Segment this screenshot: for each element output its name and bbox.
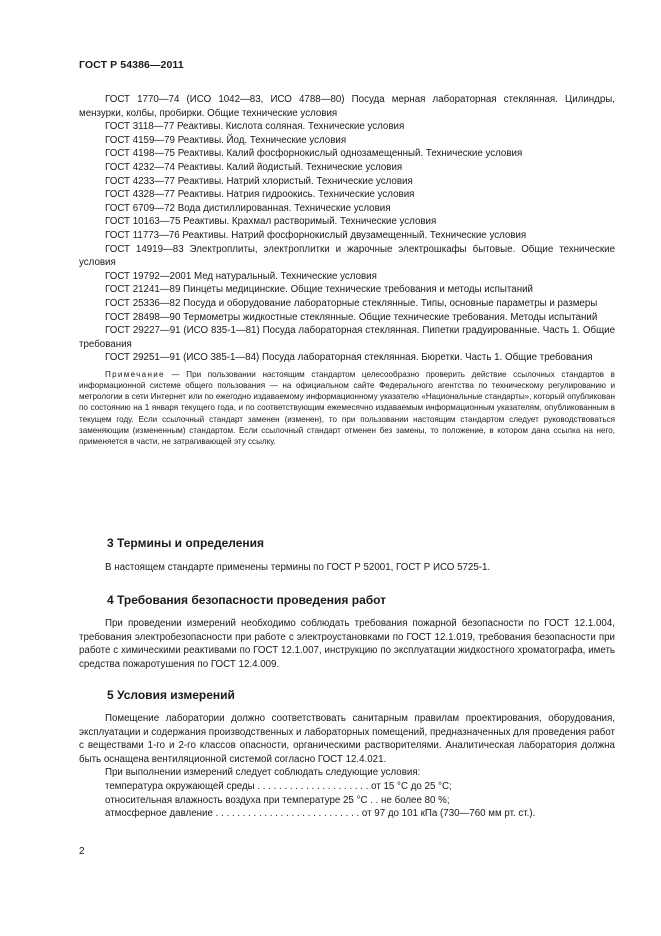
reference-item: ГОСТ 4232—74 Реактивы. Калий йодистый. Технические условия — [105, 161, 403, 173]
section-4-heading: 4 Требования безопасности проведения работ — [107, 593, 387, 607]
section-5-body — [79, 712, 615, 821]
section-4-text: При проведении измерений необходимо соблюдать требования пожарной безопасности по ГОСТ 12.1.004, требования электробезопасности при работе с электроустановками по ГОСТ 12.1.019, требования безопасности при работе с химическими реактивами по ГОСТ 12.1.007, инструкцию по эксплуатации жидкостного хроматографа, иметь средства пожаротушения по ГОСТ 12.4.009. — [79, 618, 615, 670]
reference-item: ГОСТ 3118—77 Реактивы. Кислота соляная. Технические условия — [105, 121, 405, 133]
section-5-text: Помещение лаборатории должно соответствовать санитарным правилам проектирования, оборудования, эксплуатации и содержания производственных и лабораторных помещений, предназначенных для проведения работ с веществами 1-го и 2-го классов опасности, органическими растворителями. Аналитическая лаборатория должна быть оснащена вентиляционной системой согласно ГОСТ 12.4.021. — [79, 713, 615, 765]
note-paragraph — [79, 369, 615, 447]
conditions-intro: При выполнении измерений следует соблюдать следующие условия: — [105, 767, 421, 779]
document-header: ГОСТ Р 54386—2011 — [79, 59, 184, 71]
reference-item: ГОСТ 1770—74 (ИСО 1042—83, ИСО 4788—80) Посуда мерная лабораторная стеклянная. Цилиндры, мензурки, колбы, пробирки. Общие технические условия — [79, 94, 615, 119]
reference-item: ГОСТ 4159—79 Реактивы. Йод. Технические условия — [105, 134, 347, 146]
reference-item: ГОСТ 28498—90 Термометры жидкостные стеклянные. Общие технические требования. Методы испытаний — [105, 311, 598, 323]
section-4-body — [79, 617, 615, 671]
page-number: 2 — [79, 846, 85, 857]
note-text: — При пользовании настоящим стандартом целесообразно проверить действие ссылочных стандартов в информационной системе общего пользования — на официальном сайте Федерального агентства по техническому регулированию и метрологии в сети Интернет или по ежегодно издаваемому информационному указателю «Национальные стандарты», который опубликован по состоянию на 1 января текущего года, и по соответствующим ежемесячно издаваемым информационным указателям, опубликованным в текущем году. Если ссылочный стандарт заменен (изменен), то при пользовании настоящим стандартом следует руководствоваться заменяющим (измененным) стандартом. Если ссылочный стандарт отменен без замены, то положение, в котором дана ссылка на него, применяется в части, не затрагивающей эту ссылку. — [79, 369, 615, 447]
normative-references — [79, 93, 615, 447]
reference-item: ГОСТ 14919—83 Электроплиты, электроплитки и жарочные электрошкафы бытовые. Общие технические условия — [79, 243, 615, 269]
reference-item: ГОСТ 10163—75 Реактивы. Крахмал растворимый. Технические условия — [105, 216, 437, 228]
note-label: Примечание — [105, 369, 165, 379]
reference-item: ГОСТ 29227—91 (ИСО 835-1—81) Посуда лабораторная стеклянная. Пипетки градуированные. Часть 1. Общие требования — [79, 325, 615, 350]
reference-item: ГОСТ 19792—2001 Мед натуральный. Технические условия — [105, 270, 377, 282]
reference-item: ГОСТ 4233—77 Реактивы. Натрий хлористый. Технические условия — [105, 175, 413, 187]
condition-temperature: температура окружающей среды . . . . . . . . . . . . . . . . . . . . . от 15 °С до 25 °С; — [105, 780, 452, 792]
section-3-body — [79, 561, 615, 575]
reference-item: ГОСТ 4328—77 Реактивы. Натрия гидроокись. Технические условия — [105, 189, 415, 201]
reference-item: ГОСТ 25336—82 Посуда и оборудование лабораторные стеклянные. Типы, основные параметры и размеры — [105, 297, 598, 309]
section-5-heading: 5 Условия измерений — [107, 688, 235, 702]
condition-pressure: атмосферное давление . . . . . . . . . . . . . . . . . . . . . . . . . . . от 97 до 101 кПа (730—760 мм рт. ст.). — [105, 808, 536, 820]
condition-humidity: относительная влажность воздуха при температуре 25 °С . . не более 80 %; — [105, 794, 450, 806]
reference-item: ГОСТ 21241—89 Пинцеты медицинские. Общие технические требования и методы испытаний — [105, 284, 533, 296]
reference-item: ГОСТ 11773—76 Реактивы. Натрий фосфорнокислый двузамещенный. Технические условия — [105, 229, 527, 241]
reference-item: ГОСТ 6709—72 Вода дистиллированная. Технические условия — [105, 202, 391, 214]
reference-item: ГОСТ 29251—91 (ИСО 385-1—84) Посуда лабораторная стеклянная. Бюретки. Часть 1. Общие требования — [105, 352, 593, 364]
reference-item: ГОСТ 4198—75 Реактивы. Калий фосфорнокислый однозамещенный. Технические условия — [105, 148, 523, 160]
section-3-heading: 3 Термины и определения — [107, 536, 265, 550]
section-3-text: В настоящем стандарте применены термины по ГОСТ Р 52001, ГОСТ Р ИСО 5725-1. — [105, 562, 491, 573]
